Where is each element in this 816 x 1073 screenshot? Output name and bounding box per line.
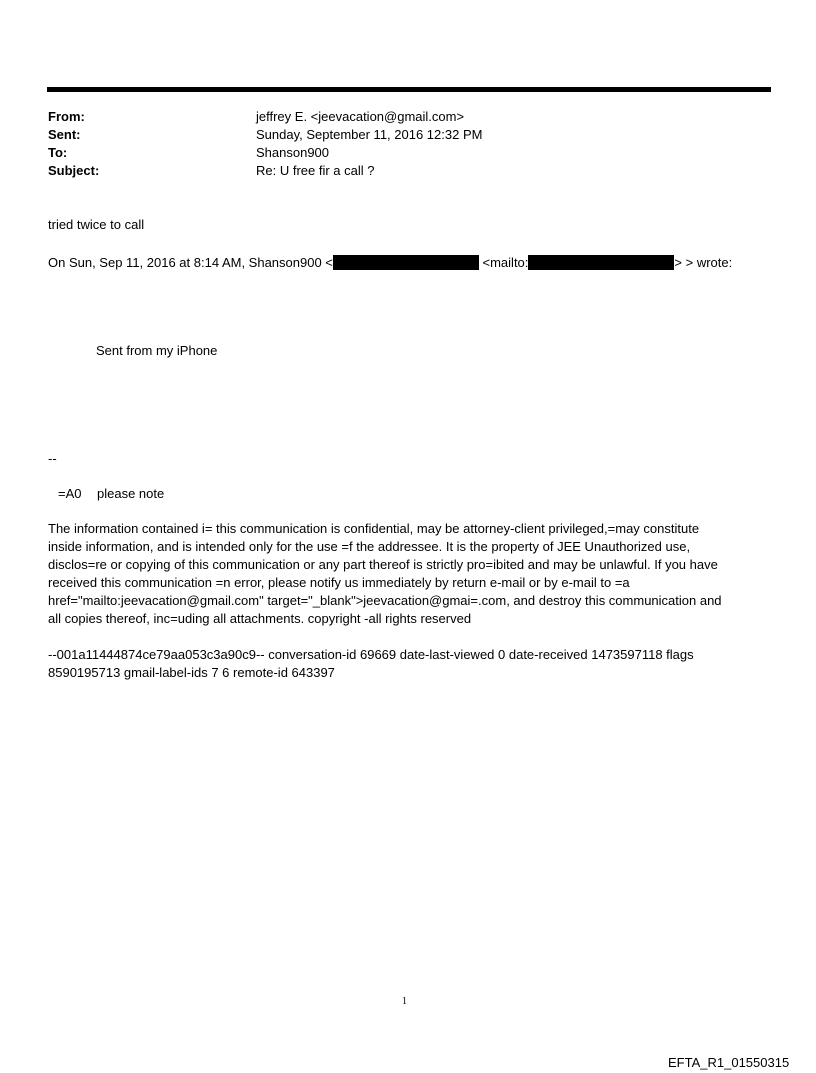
quote-intro-wrote: > > wrote: bbox=[674, 255, 733, 270]
disclaimer-line: all copies thereof, inc=uding all attachments. copyright -all rights reserved bbox=[48, 611, 472, 626]
redaction-box bbox=[528, 255, 674, 270]
note-prefix: =A0 bbox=[58, 486, 82, 501]
to-label: To: bbox=[48, 145, 68, 160]
disclaimer-line: inside information, and is intended only for the use =f the addressee. It is the property of JEE Unauthorized use, bbox=[48, 539, 691, 554]
sent-label: Sent: bbox=[48, 127, 81, 142]
page-number: 1 bbox=[402, 996, 407, 1007]
sent-value: Sunday, September 11, 2016 12:32 PM bbox=[256, 127, 483, 142]
disclaimer-line: The information contained i= this communication is confidential, may be attorney-client privileged,=may constitute bbox=[48, 521, 700, 536]
from-value: jeffrey E. <jeevacation@gmail.com> bbox=[256, 109, 465, 124]
metadata-paragraph bbox=[48, 646, 770, 682]
note-text: please note bbox=[97, 486, 165, 501]
from-label: From: bbox=[48, 109, 85, 124]
reply-text: tried twice to call bbox=[48, 217, 145, 232]
document-id: EFTA_R1_01550315 bbox=[668, 1055, 790, 1070]
header-divider bbox=[47, 87, 771, 92]
quote-intro bbox=[48, 254, 732, 272]
disclaimer-line: received this communication =n error, please notify us immediately by return e-mail or by e-mail to =a bbox=[48, 575, 630, 590]
disclaimer-paragraph bbox=[48, 520, 770, 628]
quote-intro-mailto: <mailto: bbox=[482, 255, 529, 270]
disclaimer-line: disclos=re or copying of this communication or any part thereof is strictly pro=ibited and may be unlawful. If you have bbox=[48, 557, 718, 572]
subject-value: Re: U free fir a call ? bbox=[256, 163, 375, 178]
to-value: Shanson900 bbox=[256, 145, 330, 160]
signature-text: Sent from my iPhone bbox=[96, 343, 218, 358]
metadata-line: --001a11444874ce79aa053c3a90c9-- conversation-id 69669 date-last-viewed 0 date-received 1473597118 flags bbox=[48, 647, 694, 662]
metadata-line: 8590195713 gmail-label-ids 7 6 remote-id 643397 bbox=[48, 665, 335, 680]
disclaimer-line: href="mailto:jeevacation@gmail.com" target="_blank">jeevacation@gmai=.com, and destroy this communication and bbox=[48, 593, 722, 608]
quote-intro-sender: On Sun, Sep 11, 2016 at 8:14 AM, Shanson900 < bbox=[48, 255, 333, 270]
subject-label: Subject: bbox=[48, 163, 100, 178]
separator-text: -- bbox=[48, 451, 57, 466]
redaction-box bbox=[333, 255, 479, 270]
